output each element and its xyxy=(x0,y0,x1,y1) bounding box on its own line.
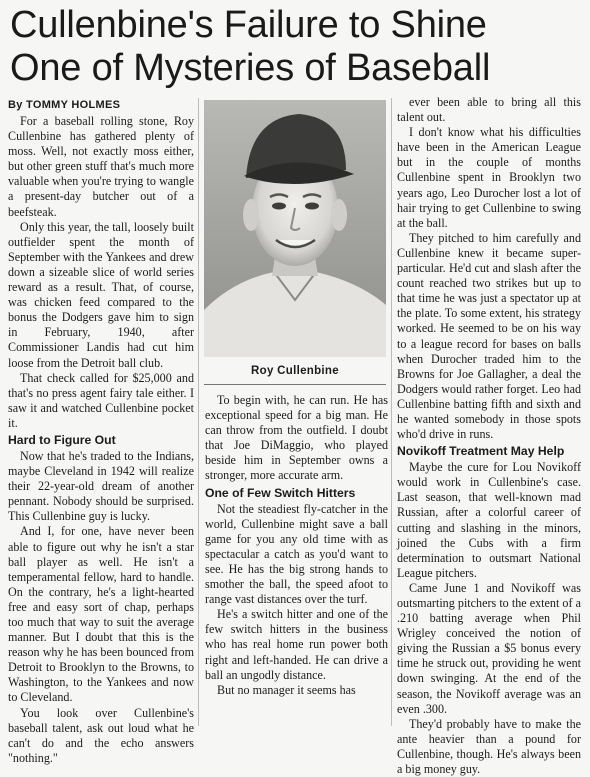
paragraph: You look over Cullenbine's baseball talent, ask out loud what he can't do and the echo answers "nothing." xyxy=(8,705,194,765)
paragraph: Now that he's traded to the Indians, maybe Cleveland in 1942 will realize their 22-year-old dream of another pennant. Nobody should be surprised. This Cullenbine guy is lucky. xyxy=(8,448,194,524)
article-column-1 xyxy=(8,98,194,766)
paragraph: Only this year, the tall, loosely built outfielder spent the month of September with the Yankees and drew down a sizeable slice of world series reward as a result. That, of course, was chicken feed compared to the bonus the Dodgers gave him to sign in February, 1940, after Commissioner Landis had cut him loose from the Detroit ball club. xyxy=(8,219,194,370)
column-divider-right xyxy=(391,98,392,726)
paragraph: That check called for $25,000 and that's no press agent fairy tale either. I saw it and watched Cullenbine pocket it. xyxy=(8,370,194,430)
subhead: One of Few Switch Hitters xyxy=(205,485,356,500)
paragraph: But no manager it seems has xyxy=(217,682,356,697)
paragraph: Maybe the cure for Lou Novikoff would work in Cullenbine's case. Last season, that well-known mad Russian, after a colorful career of cutting and slashing in the minors, joined the Cubs with a firm determination to outsmart National League pitchers. xyxy=(397,460,581,580)
byline: By TOMMY HOLMES xyxy=(8,99,121,111)
paragraph: I don't know what his difficulties have been in the American League but in the couple of months Cullenbine spent in Brooklyn two years ago, Leo Durocher lost a lot of hair trying to get Cullenbine to swing at the ball. xyxy=(397,125,581,230)
portrait-image xyxy=(204,100,386,357)
paragraph: To begin with, he can run. He has exceptional speed for a big man. He can throw from the outfield. I doubt that Joe DiMaggio, who played beside him in September owns a stronger, more accurate arm. xyxy=(205,393,388,483)
paragraph: They'd probably have to make the ante heavier than a pound for Cullenbine, though. He's always been a big money guy. xyxy=(397,716,581,777)
paragraph: He's a switch hitter and one of the few switch hitters in the business who has real home run power both right and left-handed. He can drive a ball an ungodly distance. xyxy=(205,607,388,682)
paragraph: Not the steadiest fly-catcher in the world, Cullenbine might save a ball game for you any old time with as spectacular a catch as you'd want to see. He has the big strong hands to smother the ball, the speed afoot to range vast distances over the turf. xyxy=(205,501,388,607)
article-column-3 xyxy=(397,95,581,777)
paragraph: And I, for one, have never been able to figure out why he isn't a star ball player as well. He isn't a temperamental fellow, hard to handle. On the contrary, he's a light-hearted free and easy sort of chap, perhaps too much that way to suit the average manner. But I doubt that this is the reason why he has been bounced from Detroit to Brooklyn to the Browns, to Washington, to the Yankees and now to Cleveland. xyxy=(8,524,194,705)
headline-line-1: Cullenbine's Failure to Shine xyxy=(10,4,487,46)
headline-line-2: One of Mysteries of Baseball xyxy=(10,47,491,89)
paragraph: Came June 1 and Novikoff was outsmarting pitchers to the extent of a .210 batting average when Phil Wrigley conceived the notion of giving the Russian a $5 bonus every time he struck out, providing he went down swinging. At the end of the season, the Novikoff average was an even .300. xyxy=(397,580,581,716)
subhead: Novikoff Treatment May Help xyxy=(397,444,565,459)
column-divider-left xyxy=(198,98,199,726)
subhead: Hard to Figure Out xyxy=(8,432,116,447)
caption-rule xyxy=(204,384,386,385)
article-column-2 xyxy=(205,393,388,698)
paragraph: For a baseball rolling stone, Roy Cullenbine has gathered plenty of moss. Well, not exactly moss either, but other green stuff that's much more valuable when you're trying to wangle a present-day butcher out of a beefsteak. xyxy=(8,114,194,219)
player-photo xyxy=(204,100,386,357)
photo-caption: Roy Cullenbine xyxy=(251,365,339,377)
paragraph: They pitched to him carefully and Cullenbine knew it became super-particular. He'd cut and slash after the count reached two strikes but up to that time he was just a spectator up at the plate. To some extent, his strategy worked. He seemed to be on his way to a league record for bases on balls when Durocher traded him to the Browns for Joe Gallagher, a deal the Dodgers would rather forget. Leo had Cullenbine batting fifth and sixth and he wanted somebody in those spots who'd drive in runs. xyxy=(397,230,581,442)
headline xyxy=(10,4,580,90)
paragraph: ever been able to bring all this talent out. xyxy=(397,95,581,125)
